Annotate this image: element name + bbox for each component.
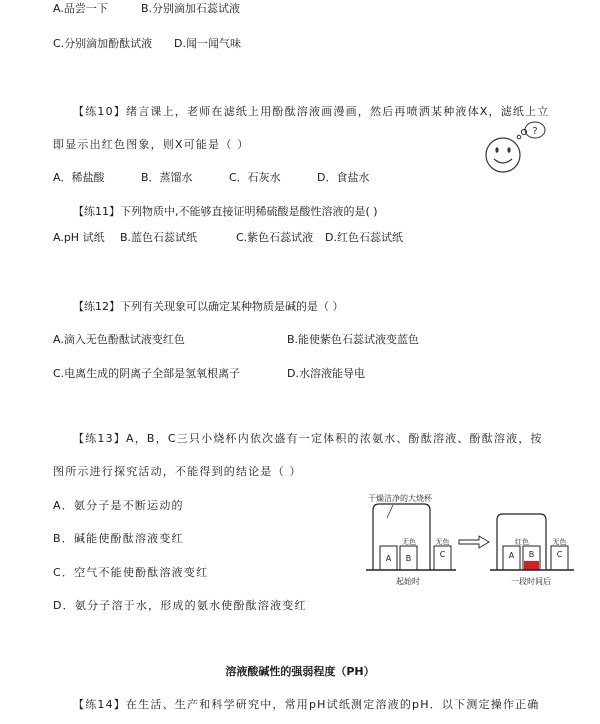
- ammonia-diffusion-diagram: [362, 488, 578, 588]
- q11-option-c: C.紫色石蕊试液: [236, 231, 314, 244]
- cup-b-after-label: B: [528, 550, 535, 559]
- q10-option-c: C．石灰水: [229, 171, 281, 184]
- cup-a-after-label: A: [508, 551, 515, 560]
- cup-c-colorless-label: 无色: [435, 538, 450, 546]
- right-arrow-icon: [459, 536, 489, 548]
- q14-stem: 【练14】在生活、生产和科学研究中，常用pH试纸测定溶液的pH．以下测定操作正确: [73, 698, 540, 711]
- smiley-face-illustration: [482, 120, 548, 176]
- cup-b-colorless-label: 无色: [402, 538, 416, 546]
- start-caption: 起始时: [396, 577, 420, 586]
- large-beaker-start: [373, 504, 430, 570]
- q12-option-d: D.水溶液能导电: [287, 367, 365, 380]
- thought-bubble-text: ?: [532, 126, 538, 137]
- q12-stem: 【练12】下列有关现象可以确定某种物质是碱的是（ ）: [73, 300, 344, 313]
- after-caption: 一段时间后: [511, 577, 551, 586]
- q12-option-b: B.能使紫色石蕊试液变蓝色: [287, 333, 420, 346]
- red-solution-fill: [524, 561, 539, 570]
- q11-option-a: A.pH 试纸: [53, 231, 105, 244]
- cup-a-start-label: A: [385, 554, 392, 563]
- q12-option-c: C.电离生成的阴离子全部是氢氧根离子: [53, 367, 241, 380]
- section-heading: 溶液酸碱性的强弱程度（PH）: [225, 665, 375, 678]
- q13-option-a: A．氨分子是不断运动的: [53, 499, 184, 512]
- q10-stem-line1: 【练10】绪言课上，老师在滤纸上用酚酞溶液画漫画，然后再喷洒某种液体X，滤纸上立: [73, 105, 550, 118]
- large-beaker-label: 干燥洁净的大烧杯: [368, 494, 432, 503]
- q13-option-c: C．空气不能使酚酞溶液变红: [53, 566, 209, 579]
- q13-option-d: D．氨分子溶于水，形成的氨水使酚酞溶液变红: [53, 599, 307, 612]
- q9-option-d: D.闻一闻气味: [174, 37, 241, 50]
- cup-c-after-label: C: [556, 550, 563, 559]
- q10-option-a: A．稀盐酸: [53, 171, 105, 184]
- q13-stem-line1: 【练13】A，B，C三只小烧杯内依次盛有一定体积的浓氨水、酚酞溶液、酚酞溶液，按: [73, 432, 543, 445]
- q10-option-d: D．食盐水: [317, 171, 370, 184]
- q10-option-b: B．蒸馏水: [141, 171, 193, 184]
- q9-option-b: B.分别滴加石蕊试液: [141, 2, 241, 15]
- cup-c-start-label: C: [439, 550, 446, 559]
- q9-option-c: C.分别滴加酚酞试液: [53, 37, 153, 50]
- q9-option-a: A.品尝一下: [53, 2, 108, 15]
- q11-option-d: D.红色石蕊试纸: [325, 231, 403, 244]
- cup-b-start-label: B: [405, 554, 412, 563]
- cup-c-after-colorless-label: 无色: [552, 538, 567, 546]
- q10-stem-line2: 即显示出红色图象，则X可能是（ ）: [53, 138, 250, 151]
- q13-stem-line2: 图所示进行探究活动，不能得到的结论是（ ）: [53, 465, 302, 478]
- q12-option-a: A.滴入无色酚酞试液变红色: [53, 333, 185, 346]
- q13-option-b: B．碱能使酚酞溶液变红: [53, 532, 184, 545]
- q11-stem: 【练11】下列物质中,不能够直接证明稀硫酸是酸性溶液的是( ): [73, 205, 378, 218]
- cup-b-red-label: 红色: [515, 538, 529, 546]
- q11-option-b: B.蓝色石蕊试纸: [120, 231, 198, 244]
